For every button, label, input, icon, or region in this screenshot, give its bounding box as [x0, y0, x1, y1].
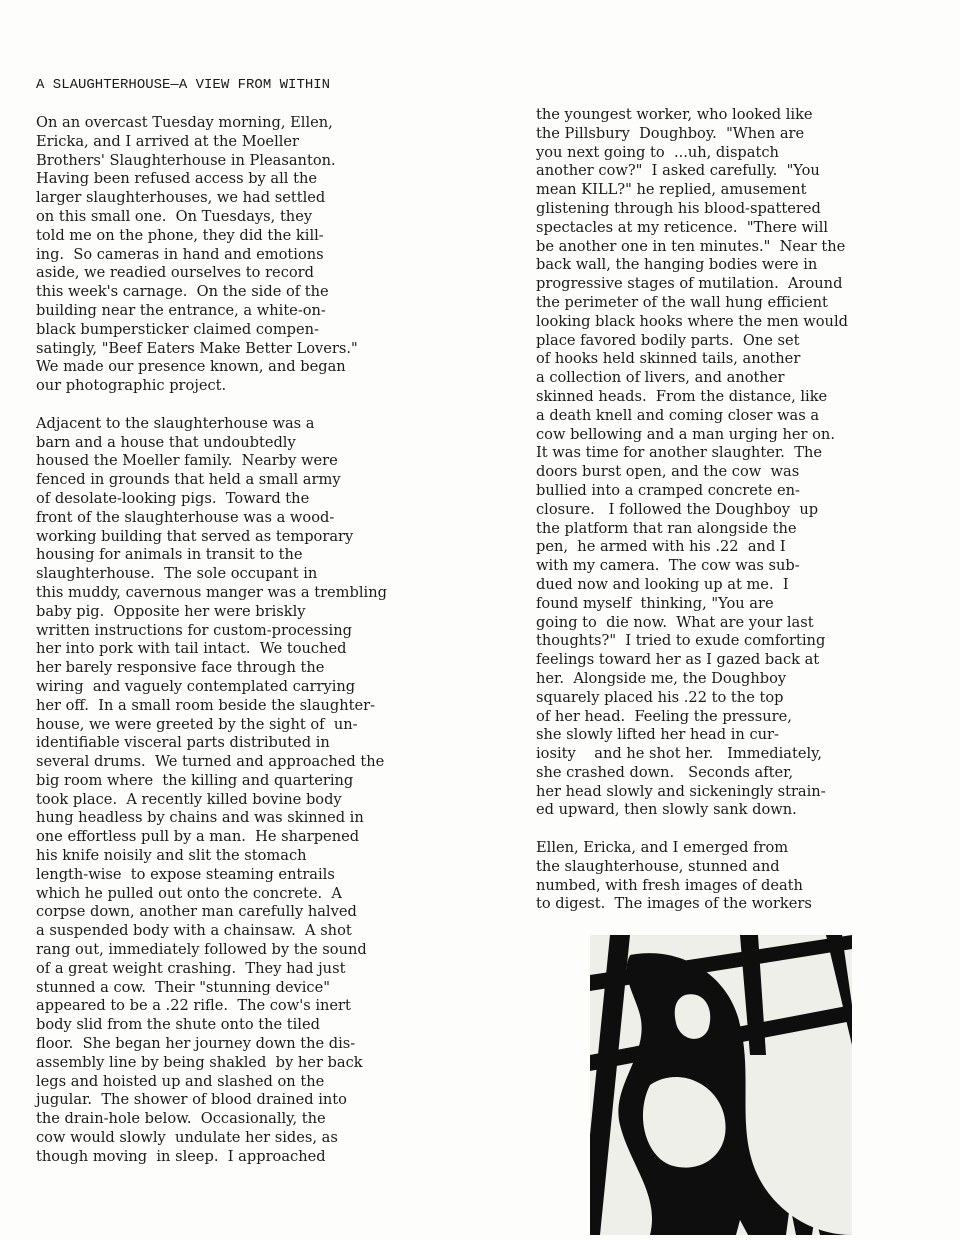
right-column-line: the slaughterhouse, stunned and — [536, 857, 780, 875]
left-column-line: front of the slaughterhouse was a wood- — [36, 508, 335, 526]
right-column-line: ed upward, then slowly sank down. — [536, 801, 797, 819]
right-column-line: doors burst open, and the cow was — [536, 463, 800, 481]
right-column-line: closure. I followed the Doughboy up — [536, 500, 819, 518]
left-column-line: house, we were greeted by the sight of un- — [36, 715, 358, 733]
left-column-line: fenced in grounds that held a small army — [36, 471, 341, 489]
left-column-line: Having been refused access by all the — [36, 170, 317, 188]
left-column-line: rang out, immediately followed by the sound — [36, 941, 367, 959]
left-column-line: his knife noisily and slit the stomach — [36, 847, 307, 865]
left-column-line: working building that served as temporary — [36, 527, 354, 545]
left-column-line: building near the entrance, a white-on- — [36, 301, 326, 319]
right-column-line: found myself thinking, "You are — [536, 594, 774, 612]
right-column-line: feelings toward her as I gazed back at — [536, 651, 820, 669]
right-column-line: another cow?" I asked carefully. "You — [536, 162, 820, 180]
left-column-line: her into pork with tail intact. We touched — [36, 640, 347, 658]
left-column-line: assembly line by being shakled by her back — [36, 1053, 363, 1071]
right-column — [536, 106, 936, 914]
left-column-line: though moving in sleep. I approached — [36, 1147, 326, 1165]
right-column-line: place favored bodily parts. One set — [536, 331, 800, 349]
left-column-line: of desolate-looking pigs. Toward the — [36, 489, 310, 507]
paragraph-gap — [536, 820, 936, 839]
photo-cow-in-pen-icon — [590, 935, 852, 1235]
left-column-line: baby pig. Opposite her were briskly — [36, 602, 306, 620]
left-column-line: of a great weight crashing. They had just — [36, 959, 346, 977]
left-column-line: identifiable visceral parts distributed in — [36, 734, 330, 752]
right-column-line: you next going to ...uh, dispatch — [536, 143, 779, 161]
photograph — [590, 935, 852, 1235]
left-column-line: satingly, "Beef Eaters Make Better Lovers." — [36, 339, 358, 357]
right-column-line: the platform that ran alongside the — [536, 519, 797, 537]
left-column-line: On an overcast Tuesday morning, Ellen, — [36, 114, 333, 131]
left-column-line: black bumpersticker claimed compen- — [36, 320, 319, 338]
right-column-line: she slowly lifted her head in cur- — [536, 726, 779, 744]
left-column-line: aside, we readied ourselves to record — [36, 264, 314, 282]
left-column-line: appeared to be a .22 rifle. The cow's inert — [36, 997, 351, 1015]
left-column-line: larger slaughterhouses, we had settled — [36, 189, 326, 207]
right-column-line: cow bellowing and a man urging her on. — [536, 425, 835, 443]
left-column-line: hung headless by chains and was skinned in — [36, 809, 364, 827]
left-column-line: this muddy, cavernous manger was a trembling — [36, 583, 387, 601]
left-column-line: her off. In a small room beside the slaughter- — [36, 696, 376, 714]
left-column-line: big room where the killing and quartering — [36, 771, 354, 789]
right-column-line: to digest. The images of the workers — [536, 895, 812, 913]
right-column-line: bullied into a cramped concrete en- — [536, 481, 800, 499]
left-column-line: one effortless pull by a man. He sharpened — [36, 828, 360, 846]
left-column-line: housing for animals in transit to the — [36, 546, 303, 564]
right-column-line: of hooks held skinned tails, another — [536, 350, 801, 368]
right-column-line: It was time for another slaughter. The — [536, 444, 822, 462]
left-column-line: barn and a house that undoubtedly — [36, 433, 296, 451]
right-column-line: her. Alongside me, the Doughboy — [536, 669, 787, 687]
right-column-line: dued now and looking up at me. I — [536, 575, 789, 593]
left-column-line: ing. So cameras in hand and emotions — [36, 245, 324, 263]
left-column-line: cow would slowly undulate her sides, as — [36, 1129, 338, 1147]
right-column-line: looking black hooks where the men would — [536, 312, 848, 330]
left-column-line: Ericka, and I arrived at the Moeller — [36, 132, 300, 150]
right-column-line: mean KILL?" he replied, amusement — [536, 181, 807, 199]
left-column-line: stunned a cow. Their "stunning device" — [36, 978, 330, 996]
right-column-line: Ellen, Ericka, and I emerged from — [536, 839, 789, 857]
paragraph-gap — [36, 396, 496, 415]
left-column-line: Adjacent to the slaughterhouse was a — [36, 414, 315, 432]
right-column-line: progressive stages of mutilation. Around — [536, 275, 843, 293]
right-column-line: be another one in ten minutes." Near the — [536, 237, 846, 255]
left-column-line: this week's carnage. On the side of the — [36, 283, 329, 301]
right-column-line: a collection of livers, and another — [536, 369, 785, 387]
left-column-line: jugular. The shower of blood drained into — [36, 1091, 347, 1109]
right-column-line: the youngest worker, who looked like — [536, 106, 813, 123]
right-column-line: thoughts?" I tried to exude comforting — [536, 632, 826, 650]
left-column-line: which he pulled out onto the concrete. A — [36, 884, 342, 902]
right-column-line: squarely placed his .22 to the top — [536, 688, 784, 706]
right-column-line: the Pillsbury Doughboy. "When are — [536, 124, 805, 142]
right-column-line: spectacles at my reticence. "There will — [536, 218, 829, 236]
left-column-line: length-wise to expose steaming entrails — [36, 865, 335, 883]
right-column-line: her head slowly and sickeningly strain- — [536, 782, 826, 800]
left-column-line: several drums. We turned and approached the — [36, 753, 385, 771]
right-column-line: of her head. Feeling the pressure, — [536, 707, 792, 725]
left-column-line: took place. A recently killed bovine body — [36, 790, 342, 808]
right-column-line: with my camera. The cow was sub- — [536, 557, 800, 575]
right-column-line: pen, he armed with his .22 and I — [536, 538, 786, 556]
right-column-line: a death knell and coming closer was a — [536, 406, 820, 424]
right-column-line: the perimeter of the wall hung efficient — [536, 293, 828, 311]
article-title: A SLAUGHTERHOUSE—A VIEW FROM WITHIN — [36, 77, 331, 93]
right-column-line: going to die now. What are your last — [536, 613, 814, 631]
left-column-line: wiring and vaguely contemplated carrying — [36, 677, 356, 695]
left-column-line: We made our presence known, and began — [36, 358, 346, 376]
left-column-line: corpse down, another man carefully halved — [36, 903, 357, 921]
left-column-line: told me on the phone, they did the kill- — [36, 226, 324, 244]
left-column-line: written instructions for custom-processing — [36, 621, 352, 639]
right-column-line: glistening through his blood-spattered — [536, 199, 821, 217]
left-column-line: her barely responsive face through the — [36, 659, 325, 677]
left-column-line: Brothers' Slaughterhouse in Pleasanton. — [36, 151, 336, 169]
left-column-line: on this small one. On Tuesdays, they — [36, 207, 313, 225]
right-column-line: numbed, with fresh images of death — [536, 876, 803, 894]
left-column-line: slaughterhouse. The sole occupant in — [36, 565, 318, 583]
left-column-line: body slid from the shute onto the tiled — [36, 1016, 320, 1034]
right-column-line: back wall, the hanging bodies were in — [536, 256, 818, 274]
left-column-line: housed the Moeller family. Nearby were — [36, 452, 338, 470]
right-column-line: skinned heads. From the distance, like — [536, 387, 828, 405]
left-column-line: legs and hoisted up and slashed on the — [36, 1072, 325, 1090]
right-column-line: iosity and he shot her. Immediately, — [536, 745, 823, 763]
left-column-line: a suspended body with a chainsaw. A shot — [36, 922, 352, 940]
left-column — [36, 114, 496, 1167]
right-column-line: she crashed down. Seconds after, — [536, 763, 794, 781]
left-column-line: floor. She began her journey down the dis- — [36, 1035, 356, 1053]
left-column-line: the drain-hole below. Occasionally, the — [36, 1110, 326, 1128]
left-column-line: our photographic project. — [36, 377, 227, 395]
